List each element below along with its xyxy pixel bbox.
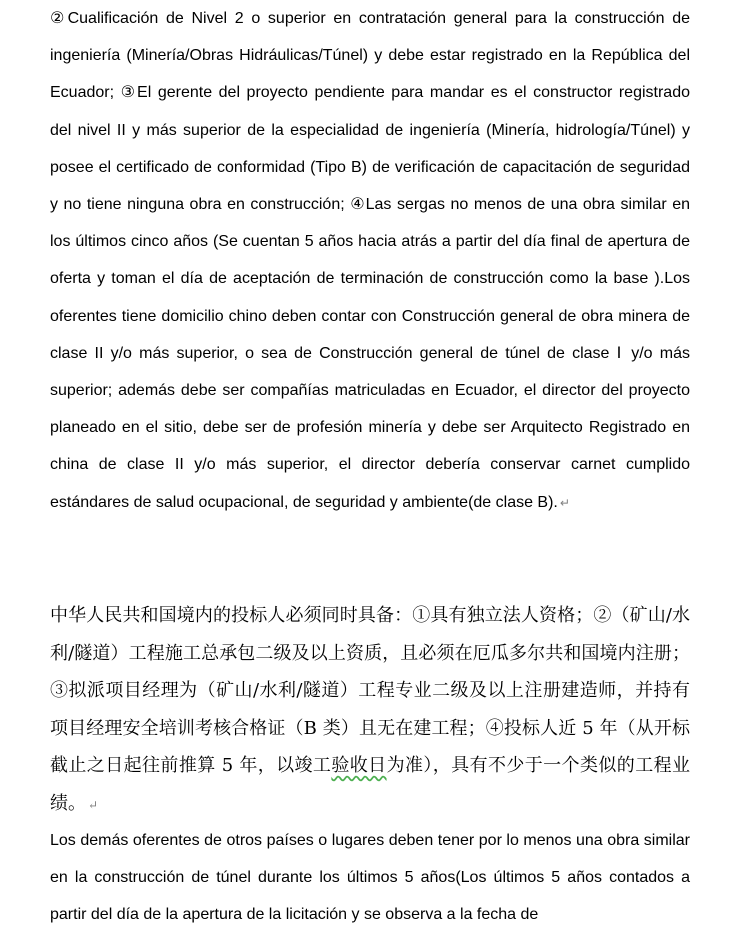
spanish-paragraph-text: ②Cualificación de Nivel 2 o superior en contratación general para la construcción de ingeniería (Minería/Obras Hidráulicas/Túnel) y debe estar registrado en la República del Ecuador; ③El gerente del proyecto pendiente para mandar es el constructor registrado del nivel II y más superior de la especialidad de ingeniería (Minería, hidrología/Túnel) y posee el certificado de conformidad (Tipo B) de verificación de capacitación de seguridad y no tiene ninguna obra en construcción; ④Las sergas no menos de una obra similar en los últimos cinco años (Se cuentan 5 años hacia atrás a partir del día final de apertura de oferta y toman el día de aceptación de terminación de construcción como la base ).Los oferentes tiene domicilio chino deben contar con Construcción general de obra minera de clase II y/o más superior, o sea de Construcción general de túnel de clase Ⅰ y/o más superior; además debe ser compañías matriculadas en Ecuador, el director del proyecto planeado en el sitio, debe ser de profesión minería y debe ser Arquitecto Registrado en china de clase II y/o más superior, el director debería conservar carnet cumplido estándares de salud ocupacional, de seguridad y ambiente(de clase B).	[50, 10, 690, 511]
spanish-paragraph-text: Los demás oferentes de otros países o lugares deben tener por lo menos una obra similar en la construcción de túnel durante los últimos 5 años(Los últimos 5 años contados a partir del día de la apertura de la licitación y se observa a la fecha de	[50, 832, 690, 924]
chinese-paragraph-text-end: 为准），具有不少于一个类似的工程业绩。	[50, 755, 691, 814]
chinese-paragraph-requirements	[0, 597, 740, 824]
chinese-paragraph-text: 中华人民共和国境内的投标人必须同时具备：①具有独立法人资格；②（矿山/水利/隧道）工程施工总承包二级及以上资质，且必须在厄瓜多尔共和国境内注册；③拟派项目经理为（矿山/水利/隧道）工程专业二级及以上注册建造师，并持有项目经理安全培训考核合格证（B 类）且无在建工程；④投标人近 5 年（从开标截止之日起往前推算 5 年，以竣工	[50, 605, 690, 776]
spanish-paragraph-other-bidders	[0, 822, 740, 925]
spellcheck-flagged-text[interactable]: 验收日	[331, 755, 387, 776]
paragraph-mark-icon: ↵	[88, 797, 99, 812]
paragraph-mark-icon: ↵	[559, 495, 570, 510]
